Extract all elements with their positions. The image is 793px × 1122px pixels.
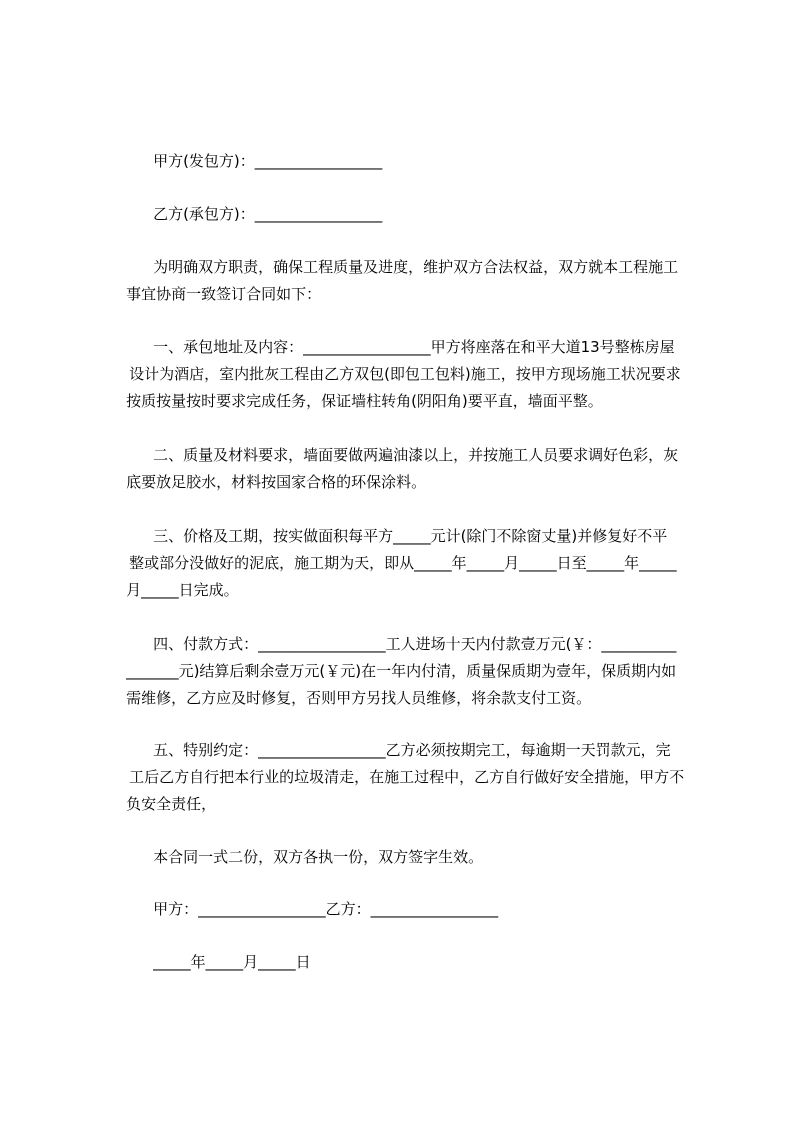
party-a-line: [134, 131, 394, 191]
clause-2-text-2: 底要放足胶水，材料按国家合格的环保涂料。: [126, 473, 427, 491]
clause-5-text-1: 五、特别约定：_________________乙方必须按期完工，每逾期一天罚款元，完: [153, 741, 671, 759]
clause-5-text-3: 负安全责任，: [126, 795, 217, 813]
clause-4-line-3: [107, 668, 697, 728]
clause-3-text-3: 月_____日完成。: [126, 581, 239, 599]
clause-2-line-2: [107, 452, 697, 512]
party-b-text: 乙方(承包方)：_________________: [153, 205, 383, 223]
intro-text-2: 事宜协商一致签订合同如下：: [126, 285, 322, 303]
intro-text-1: 为明确双方职责，确保工程质量及进度，维护双方合法权益，双方就本工程施工: [153, 258, 679, 276]
clause-3-text-1: 三、价格及工期，按实做面积每平方_____元计(除门不除窗丈量)并修复好不平: [153, 527, 668, 545]
clause-3-line-3: [107, 560, 697, 620]
date-line: [134, 932, 694, 992]
copies-statement-line: [134, 827, 694, 887]
clause-4-text-3: 需维修，乙方应及时修复，否则甲方另找人员维修，将余款支付工资。: [126, 689, 592, 707]
copies-statement-text: 本合同一式二份，双方各执一份，双方签字生效。: [153, 848, 484, 866]
clause-1-line-3: [107, 371, 697, 431]
party-a-text: 甲方(发包方)：_________________: [153, 152, 383, 170]
date-text: _____年_____月_____日: [153, 953, 311, 971]
party-b-line: [134, 184, 394, 244]
clause-4-text-2: _______元)结算后剩余壹万元(￥元)在一年内付清，质量保质期为壹年，保质期内如: [126, 662, 677, 680]
clause-4-text-1: 四、付款方式：_________________工人进场十天内付款壹万元(￥：__________: [153, 635, 677, 653]
clause-3-text-2: 整或部分没做好的泥底，施工期为天，即从_____年_____月_____日至_____年_____: [129, 554, 677, 572]
clause-2-text-1: 二、质量及材料要求，墙面要做两遍油漆以上，并按施工人员要求调好色彩，灰: [153, 446, 679, 464]
signature-line: [134, 879, 694, 939]
signature-text: 甲方：_________________乙方：_________________: [153, 900, 499, 918]
clause-1-text-2: 设计为酒店，室内批灰工程由乙方双包(即包工包料)施工，按甲方现场施工状况要求: [129, 365, 681, 383]
clause-5-line-3: [107, 774, 697, 834]
clause-1-text-3: 按质按量按时要求完成任务，保证墙柱转角(阴阳角)要平直，墙面平整。: [126, 392, 603, 410]
intro-paragraph-line-2: [107, 264, 697, 324]
clause-5-text-2: 工后乙方自行把本行业的垃圾清走，在施工过程中，乙方自行做好安全措施，甲方不: [129, 768, 685, 786]
clause-1-text-1: 一、承包地址及内容：_________________甲方将座落在和平大道13号整栋房屋: [153, 338, 675, 356]
